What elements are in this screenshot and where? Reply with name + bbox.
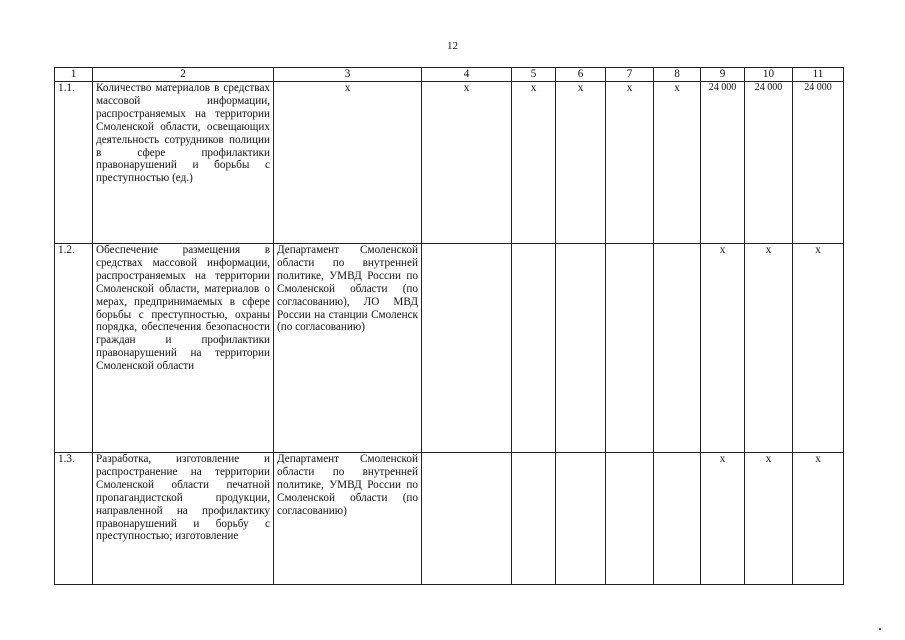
row-number: 1.2. bbox=[55, 244, 93, 453]
cell-col8 bbox=[654, 244, 701, 453]
cell-col6 bbox=[556, 244, 606, 453]
scan-dot bbox=[879, 628, 881, 630]
table-row bbox=[55, 453, 844, 585]
cell-col6: х bbox=[556, 82, 606, 244]
cell-col9: х bbox=[701, 453, 745, 585]
row-name: Количество материалов в средствах массовой информации, распространяемых на территории Смоленской области, освещающих деятельность сотрудников полиции в сфере профилактики правонарушений и борьбы с преступностью (ед.) bbox=[93, 82, 274, 244]
col-header-5: 5 bbox=[512, 68, 556, 82]
page-number: 12 bbox=[447, 40, 458, 52]
col-header-3: 3 bbox=[274, 68, 422, 82]
cell-col11: х bbox=[793, 244, 844, 453]
cell-col11: х bbox=[793, 453, 844, 585]
cell-col5 bbox=[512, 244, 556, 453]
cell-col8 bbox=[654, 453, 701, 585]
table-row bbox=[55, 244, 844, 453]
row-name: Разработка, изготовление и распространение на территории Смоленской области печатной пропагандистской продукции, направленной на профилактику правонарушений и борьбу с преступностью; изготовление bbox=[93, 453, 274, 585]
col-header-9: 9 bbox=[701, 68, 745, 82]
cell-col6 bbox=[556, 453, 606, 585]
header-row bbox=[55, 68, 844, 82]
col-header-6: 6 bbox=[556, 68, 606, 82]
table-row bbox=[55, 82, 844, 244]
col-header-7: 7 bbox=[606, 68, 654, 82]
cell-col7 bbox=[606, 453, 654, 585]
cell-col10: 24 000 bbox=[745, 82, 793, 244]
row-number: 1.3. bbox=[55, 453, 93, 585]
cell-col10: х bbox=[745, 453, 793, 585]
cell-col7 bbox=[606, 244, 654, 453]
cell-col5: х bbox=[512, 82, 556, 244]
col-header-8: 8 bbox=[654, 68, 701, 82]
cell-col4 bbox=[422, 453, 512, 585]
row-name: Обеспечение размещения в средствах массовой информации, распространяемых на территории Смоленской области, материалов о мерах, предпринимаемых в сфере борьбы с преступностью, охраны порядка, обеспечения безопасности граждан и профилактики правонарушений на территории Смоленской области bbox=[93, 244, 274, 453]
cell-col9: 24 000 bbox=[701, 82, 745, 244]
row-executor: Департамент Смоленской области по внутренней политике, УМВД России по Смоленской области (по согласованию) bbox=[274, 453, 422, 585]
row-number: 1.1. bbox=[55, 82, 93, 244]
cell-col11: 24 000 bbox=[793, 82, 844, 244]
col-header-1: 1 bbox=[55, 68, 93, 82]
row-executor: Департамент Смоленской области по внутренней политике, УМВД России по Смоленской области (по согласованию), ЛО МВД России на станции Смоленск (по согласованию) bbox=[274, 244, 422, 453]
cell-col5 bbox=[512, 453, 556, 585]
col-header-4: 4 bbox=[422, 68, 512, 82]
cell-col10: х bbox=[745, 244, 793, 453]
cell-col8: х bbox=[654, 82, 701, 244]
cell-col9: х bbox=[701, 244, 745, 453]
col-header-2: 2 bbox=[93, 68, 274, 82]
cell-col7: х bbox=[606, 82, 654, 244]
row-executor: х bbox=[274, 82, 422, 244]
cell-col4: х bbox=[422, 82, 512, 244]
col-header-10: 10 bbox=[745, 68, 793, 82]
col-header-11: 11 bbox=[793, 68, 844, 82]
cell-col4 bbox=[422, 244, 512, 453]
program-table bbox=[54, 67, 844, 585]
